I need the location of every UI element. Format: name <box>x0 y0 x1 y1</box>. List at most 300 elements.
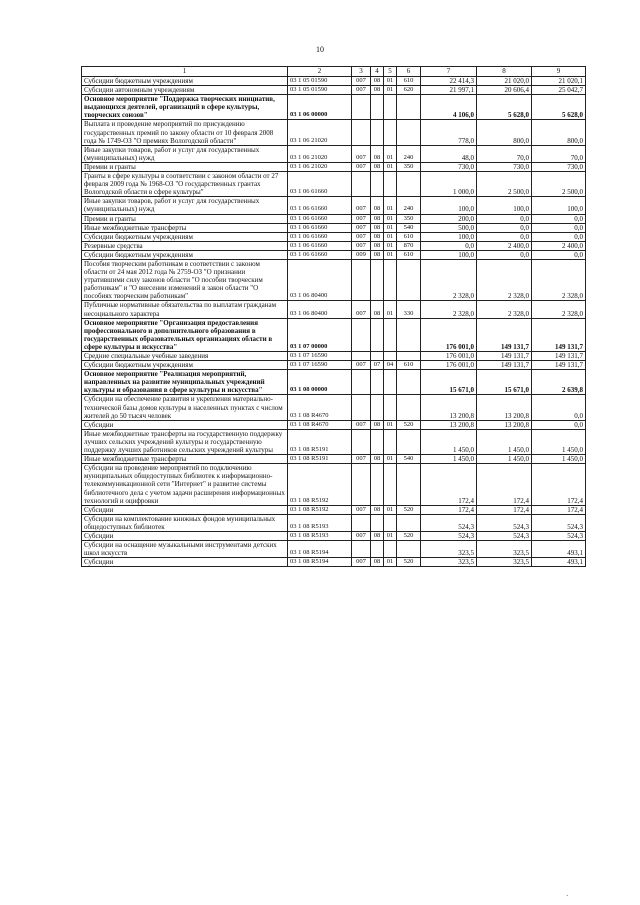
row-ministry: 007 <box>352 214 371 223</box>
row-value-2021: 149 131,7 <box>532 361 586 370</box>
row-expense-type: 540 <box>397 455 421 464</box>
row-ministry: 007 <box>352 505 371 514</box>
row-code: 03 1 05 01590 <box>288 77 352 86</box>
header-cell: 2 <box>288 67 352 77</box>
row-value-2019: 176 001,0 <box>421 352 477 361</box>
row-value-2020: 13 200,8 <box>477 420 532 429</box>
row-ministry: 007 <box>352 232 371 241</box>
row-code: 03 1 07 16590 <box>288 361 352 370</box>
table-row <box>82 95 586 120</box>
row-name: Пособия творческим работникам в соответствии с законом области от 24 мая 2012 года № 2759-ОЗ "О признании утратившими силу законов области "О пособии творческим работникам" и "О внесении изменений в закон области "О пособиях творческим работникам" <box>82 259 288 300</box>
row-value-2020: 149 131,7 <box>477 361 532 370</box>
row-name: Субсидии <box>82 531 288 540</box>
table-row <box>82 420 586 429</box>
row-subsection: 01 <box>384 558 397 567</box>
row-value-2019: 15 671,0 <box>421 370 477 395</box>
row-code: 03 1 07 00000 <box>288 318 352 351</box>
row-ministry <box>352 464 371 505</box>
row-name: Выплата и проведение мероприятий по присуждению государственных премий по закону области от 10 февраля 2008 года № 1749-ОЗ "О премиях Вологодской области" <box>82 120 288 145</box>
row-name: Основное мероприятие "Поддержка творческих инициатив, выдающихся деятелей, организаций в сфере культуры, творческих союзов" <box>82 95 288 120</box>
header-cell: 4 <box>371 67 384 77</box>
row-value-2020: 20 606,4 <box>477 86 532 95</box>
row-value-2021: 0,0 <box>532 223 586 232</box>
row-value-2020: 100,0 <box>477 197 532 214</box>
row-value-2019: 200,0 <box>421 214 477 223</box>
row-value-2021: 524,3 <box>532 514 586 531</box>
row-value-2019: 48,0 <box>421 145 477 162</box>
row-ministry <box>352 514 371 531</box>
row-expense-type: 520 <box>397 420 421 429</box>
row-value-2019: 524,3 <box>421 514 477 531</box>
row-section: 08 <box>371 241 384 250</box>
row-value-2019: 524,3 <box>421 531 477 540</box>
row-code: 03 1 06 80400 <box>288 301 352 318</box>
row-value-2020: 70,0 <box>477 145 532 162</box>
row-value-2021: 2 500,0 <box>532 172 586 197</box>
row-code: 03 1 05 01590 <box>288 86 352 95</box>
row-ministry: 007 <box>352 558 371 567</box>
row-expense-type: 240 <box>397 197 421 214</box>
row-name: Премии и гранты <box>82 162 288 171</box>
row-expense-type: 610 <box>397 232 421 241</box>
row-name: Субсидии <box>82 420 288 429</box>
row-value-2019: 172,4 <box>421 464 477 505</box>
row-code: 03 1 08 R5194 <box>288 558 352 567</box>
row-name: Основное мероприятие "Реализация мероприятий, направленных на развитие муниципальных учреждений культуры и образования в сфере культуры и искусства" <box>82 370 288 395</box>
row-value-2020: 1 450,0 <box>477 429 532 454</box>
table-row <box>82 301 586 318</box>
row-code: 03 1 06 61660 <box>288 232 352 241</box>
row-ministry <box>352 395 371 420</box>
row-name: Субсидии бюджетным учреждениям <box>82 77 288 86</box>
row-expense-type: 520 <box>397 531 421 540</box>
row-section <box>371 120 384 145</box>
row-subsection: 01 <box>384 197 397 214</box>
header-cell: 6 <box>397 67 421 77</box>
row-value-2021: 1 450,0 <box>532 429 586 454</box>
row-value-2021: 0,0 <box>532 420 586 429</box>
row-expense-type: 330 <box>397 301 421 318</box>
row-subsection: 01 <box>384 250 397 259</box>
row-section: 08 <box>371 223 384 232</box>
row-code: 03 1 06 61660 <box>288 250 352 259</box>
row-code: 03 1 08 R4670 <box>288 395 352 420</box>
row-value-2019: 323,5 <box>421 541 477 558</box>
row-name: Резервные средства <box>82 241 288 250</box>
row-section: 08 <box>371 232 384 241</box>
table-row <box>82 361 586 370</box>
row-value-2021: 149 131,7 <box>532 352 586 361</box>
row-value-2019: 172,4 <box>421 505 477 514</box>
row-subsection: 01 <box>384 86 397 95</box>
row-subsection: 01 <box>384 214 397 223</box>
row-section: 08 <box>371 505 384 514</box>
row-code: 03 1 07 16590 <box>288 352 352 361</box>
row-value-2021: 5 628,0 <box>532 95 586 120</box>
row-value-2020: 323,5 <box>477 558 532 567</box>
row-subsection <box>384 464 397 505</box>
budget-table <box>81 66 586 567</box>
row-value-2020: 0,0 <box>477 250 532 259</box>
row-value-2019: 100,0 <box>421 250 477 259</box>
table-row <box>82 370 586 395</box>
row-value-2020: 524,3 <box>477 514 532 531</box>
row-value-2020: 172,4 <box>477 464 532 505</box>
row-value-2021: 2 639,8 <box>532 370 586 395</box>
row-value-2021: 730,0 <box>532 162 586 171</box>
header-cell: 9 <box>532 67 586 77</box>
row-subsection <box>384 352 397 361</box>
row-value-2021: 2 328,0 <box>532 259 586 300</box>
table-row <box>82 505 586 514</box>
row-value-2021: 0,0 <box>532 214 586 223</box>
row-value-2019: 730,0 <box>421 162 477 171</box>
row-section: 07 <box>371 361 384 370</box>
row-subsection: 01 <box>384 145 397 162</box>
row-ministry: 007 <box>352 241 371 250</box>
row-subsection <box>384 429 397 454</box>
row-value-2019: 2 328,0 <box>421 259 477 300</box>
row-value-2019: 100,0 <box>421 197 477 214</box>
row-subsection: 01 <box>384 420 397 429</box>
row-value-2019: 13 200,8 <box>421 420 477 429</box>
row-value-2021: 21 020,1 <box>532 77 586 86</box>
row-name: Субсидии бюджетным учреждениям <box>82 250 288 259</box>
row-ministry: 009 <box>352 250 371 259</box>
row-code: 03 1 06 61660 <box>288 172 352 197</box>
row-subsection: 01 <box>384 223 397 232</box>
row-section: 08 <box>371 531 384 540</box>
row-code: 03 1 06 61660 <box>288 223 352 232</box>
row-value-2020: 1 450,0 <box>477 455 532 464</box>
table-row <box>82 514 586 531</box>
row-name: Субсидии <box>82 558 288 567</box>
row-name: Субсидии на комплектование книжных фондов муниципальных общедоступных библиотек <box>82 514 288 531</box>
row-value-2021: 25 042,7 <box>532 86 586 95</box>
row-ministry <box>352 172 371 197</box>
row-subsection <box>384 120 397 145</box>
row-expense-type: 610 <box>397 77 421 86</box>
row-ministry <box>352 120 371 145</box>
row-section: 08 <box>371 301 384 318</box>
row-value-2020: 2 400,0 <box>477 241 532 250</box>
row-section: 08 <box>371 420 384 429</box>
row-ministry <box>352 318 371 351</box>
row-ministry: 007 <box>352 145 371 162</box>
row-value-2020: 15 671,0 <box>477 370 532 395</box>
row-ministry: 007 <box>352 162 371 171</box>
row-value-2020: 149 131,7 <box>477 352 532 361</box>
table-row <box>82 120 586 145</box>
table-row <box>82 162 586 171</box>
row-value-2019: 323,5 <box>421 558 477 567</box>
table-row <box>82 558 586 567</box>
row-section: 08 <box>371 214 384 223</box>
table-row <box>82 464 586 505</box>
table-row <box>82 455 586 464</box>
row-value-2021: 0,0 <box>532 395 586 420</box>
row-subsection: 01 <box>384 505 397 514</box>
table-row <box>82 241 586 250</box>
row-section: 08 <box>371 250 384 259</box>
table-row <box>82 77 586 86</box>
row-value-2019: 22 414,3 <box>421 77 477 86</box>
row-code: 03 1 08 00000 <box>288 370 352 395</box>
row-code: 03 1 06 21020 <box>288 120 352 145</box>
header-cell: 7 <box>421 67 477 77</box>
row-subsection: 01 <box>384 162 397 171</box>
row-code: 03 1 08 R5193 <box>288 514 352 531</box>
row-expense-type: 240 <box>397 145 421 162</box>
table-body <box>82 77 586 567</box>
row-code: 03 1 06 21020 <box>288 145 352 162</box>
row-value-2021: 493,1 <box>532 558 586 567</box>
row-subsection: 01 <box>384 232 397 241</box>
row-name: Иные закупки товаров, работ и услуг для государственных (муниципальных) нужд <box>82 145 288 162</box>
row-name: Публичные нормативные обязательства по выплатам гражданам несоциального характера <box>82 301 288 318</box>
row-name: Гранты в сфере культуры в соответствии с законом области от 27 февраля 2009 года № 1968-ОЗ "О государственных грантах Вологодской области в сфере культуры" <box>82 172 288 197</box>
row-section: 08 <box>371 197 384 214</box>
row-value-2019: 21 997,1 <box>421 86 477 95</box>
table-row <box>82 86 586 95</box>
row-value-2021: 493,1 <box>532 541 586 558</box>
row-expense-type <box>397 370 421 395</box>
row-value-2020: 149 131,7 <box>477 318 532 351</box>
row-section: 08 <box>371 455 384 464</box>
row-value-2021: 172,4 <box>532 464 586 505</box>
table-row <box>82 250 586 259</box>
row-value-2021: 172,4 <box>532 505 586 514</box>
row-expense-type <box>397 120 421 145</box>
row-value-2019: 176 001,0 <box>421 318 477 351</box>
table-row <box>82 145 586 162</box>
row-code: 03 1 06 61660 <box>288 214 352 223</box>
row-section <box>371 95 384 120</box>
row-expense-type <box>397 429 421 454</box>
row-name: Средние специальные учебные заведения <box>82 352 288 361</box>
row-code: 03 1 06 61660 <box>288 241 352 250</box>
row-section <box>371 464 384 505</box>
row-expense-type: 350 <box>397 214 421 223</box>
row-ministry <box>352 259 371 300</box>
table-row <box>82 214 586 223</box>
header-cell: 1 <box>82 67 288 77</box>
row-value-2019: 778,0 <box>421 120 477 145</box>
row-value-2021: 2 400,0 <box>532 241 586 250</box>
row-value-2021: 100,0 <box>532 197 586 214</box>
row-section: 08 <box>371 86 384 95</box>
row-ministry: 007 <box>352 420 371 429</box>
row-section <box>371 541 384 558</box>
header-cell: 8 <box>477 67 532 77</box>
row-value-2021: 0,0 <box>532 250 586 259</box>
row-subsection: 01 <box>384 455 397 464</box>
row-value-2021: 149 131,7 <box>532 318 586 351</box>
row-subsection <box>384 259 397 300</box>
row-expense-type <box>397 95 421 120</box>
row-section <box>371 429 384 454</box>
row-code: 03 1 08 R5191 <box>288 429 352 454</box>
row-ministry: 007 <box>352 223 371 232</box>
row-subsection: 01 <box>384 531 397 540</box>
row-expense-type <box>397 352 421 361</box>
row-subsection <box>384 541 397 558</box>
row-value-2019: 1 450,0 <box>421 455 477 464</box>
row-section <box>371 370 384 395</box>
row-code: 03 1 06 21020 <box>288 162 352 171</box>
row-expense-type <box>397 514 421 531</box>
row-value-2021: 800,0 <box>532 120 586 145</box>
table-row <box>82 531 586 540</box>
row-subsection: 01 <box>384 301 397 318</box>
row-value-2020: 13 200,8 <box>477 395 532 420</box>
row-name: Субсидии на оснащение музыкальными инструментами детских школ искусств <box>82 541 288 558</box>
row-name: Премии и гранты <box>82 214 288 223</box>
row-expense-type: 870 <box>397 241 421 250</box>
row-section <box>371 514 384 531</box>
row-value-2021: 2 328,0 <box>532 301 586 318</box>
table-row <box>82 429 586 454</box>
row-section <box>371 172 384 197</box>
row-section: 08 <box>371 162 384 171</box>
row-expense-type <box>397 318 421 351</box>
row-ministry: 007 <box>352 77 371 86</box>
row-ministry: 007 <box>352 455 371 464</box>
table-row <box>82 197 586 214</box>
row-subsection <box>384 95 397 120</box>
table-row <box>82 352 586 361</box>
row-value-2020: 2 328,0 <box>477 301 532 318</box>
row-value-2019: 176 001,0 <box>421 361 477 370</box>
row-expense-type: 520 <box>397 558 421 567</box>
row-code: 03 1 08 R5192 <box>288 464 352 505</box>
row-value-2021: 70,0 <box>532 145 586 162</box>
row-name: Субсидии на обеспечение развития и укрепления материально-технической базы домов культуры в населенных пунктах с числом жителей до 50 тысяч человек <box>82 395 288 420</box>
row-code: 03 1 06 00000 <box>288 95 352 120</box>
row-value-2021: 524,3 <box>532 531 586 540</box>
row-ministry: 007 <box>352 197 371 214</box>
table-row <box>82 232 586 241</box>
row-section: 08 <box>371 558 384 567</box>
scan-mark: · <box>566 892 569 900</box>
row-ministry <box>352 352 371 361</box>
row-expense-type: 520 <box>397 505 421 514</box>
row-value-2020: 21 020,0 <box>477 77 532 86</box>
row-section <box>371 395 384 420</box>
row-value-2019: 1 450,0 <box>421 429 477 454</box>
row-code: 03 1 06 61660 <box>288 197 352 214</box>
row-ministry: 007 <box>352 301 371 318</box>
row-value-2019: 500,0 <box>421 223 477 232</box>
row-value-2021: 1 450,0 <box>532 455 586 464</box>
row-value-2020: 524,3 <box>477 531 532 540</box>
row-value-2019: 13 200,8 <box>421 395 477 420</box>
row-value-2020: 800,0 <box>477 120 532 145</box>
row-value-2020: 0,0 <box>477 232 532 241</box>
row-value-2020: 172,4 <box>477 505 532 514</box>
row-subsection <box>384 514 397 531</box>
row-section <box>371 259 384 300</box>
row-value-2020: 5 628,0 <box>477 95 532 120</box>
table-row <box>82 541 586 558</box>
row-code: 03 1 08 R4670 <box>288 420 352 429</box>
row-name: Субсидии на проведение мероприятий по подключению муниципальных общедоступных библиотек к информационно-телекоммуникационной сети "Интернет" и развитие системы библиотечного дела с учетом задачи расширения информационных технологий и оцифровки <box>82 464 288 505</box>
table-row <box>82 259 586 300</box>
table-row <box>82 395 586 420</box>
row-name: Иные межбюджетные трансферты на государственную поддержку лучших сельских учреждений культуры и государственную поддержку лучших работников сельских учреждений культуры <box>82 429 288 454</box>
row-value-2020: 730,0 <box>477 162 532 171</box>
row-subsection: 01 <box>384 77 397 86</box>
row-subsection <box>384 370 397 395</box>
row-code: 03 1 06 80400 <box>288 259 352 300</box>
row-value-2020: 323,5 <box>477 541 532 558</box>
row-expense-type: 610 <box>397 250 421 259</box>
row-code: 03 1 08 R5194 <box>288 541 352 558</box>
row-expense-type: 350 <box>397 162 421 171</box>
row-subsection <box>384 318 397 351</box>
table-header-row <box>82 67 586 77</box>
row-section: 08 <box>371 77 384 86</box>
row-ministry: 007 <box>352 86 371 95</box>
row-section <box>371 352 384 361</box>
row-value-2021: 0,0 <box>532 232 586 241</box>
row-expense-type <box>397 172 421 197</box>
row-name: Иные межбюджетные трансферты <box>82 223 288 232</box>
row-value-2020: 0,0 <box>477 214 532 223</box>
row-expense-type: 620 <box>397 86 421 95</box>
row-value-2020: 2 328,0 <box>477 259 532 300</box>
row-value-2019: 2 328,0 <box>421 301 477 318</box>
row-name: Иные закупки товаров, работ и услуг для государственных (муниципальных) нужд <box>82 197 288 214</box>
row-ministry <box>352 95 371 120</box>
row-value-2020: 0,0 <box>477 223 532 232</box>
row-expense-type <box>397 259 421 300</box>
table-row <box>82 318 586 351</box>
row-ministry <box>352 429 371 454</box>
table-row <box>82 172 586 197</box>
row-section <box>371 318 384 351</box>
row-subsection <box>384 172 397 197</box>
row-expense-type: 610 <box>397 361 421 370</box>
row-expense-type: 540 <box>397 223 421 232</box>
page-number: 10 <box>316 45 324 54</box>
row-subsection: 04 <box>384 361 397 370</box>
row-value-2019: 100,0 <box>421 232 477 241</box>
row-subsection <box>384 395 397 420</box>
row-value-2019: 1 000,0 <box>421 172 477 197</box>
row-expense-type <box>397 464 421 505</box>
row-section: 08 <box>371 145 384 162</box>
row-code: 03 1 08 R5191 <box>288 455 352 464</box>
header-cell: 5 <box>384 67 397 77</box>
row-name: Иные межбюджетные трансферты <box>82 455 288 464</box>
row-name: Субсидии автономным учреждениям <box>82 86 288 95</box>
row-name: Субсидии <box>82 505 288 514</box>
row-expense-type <box>397 395 421 420</box>
row-subsection: 01 <box>384 241 397 250</box>
row-ministry <box>352 370 371 395</box>
header-cell: 3 <box>352 67 371 77</box>
row-ministry: 007 <box>352 361 371 370</box>
row-expense-type <box>397 541 421 558</box>
row-code: 03 1 08 R5192 <box>288 505 352 514</box>
row-value-2019: 0,0 <box>421 241 477 250</box>
row-name: Основное мероприятие "Организация предоставления профессионального и дополнительного образования в государственных образовательных организациях области в сфере культуры и искусства" <box>82 318 288 351</box>
table-row <box>82 223 586 232</box>
row-ministry <box>352 541 371 558</box>
row-ministry: 007 <box>352 531 371 540</box>
row-name: Субсидии бюджетным учреждениям <box>82 361 288 370</box>
